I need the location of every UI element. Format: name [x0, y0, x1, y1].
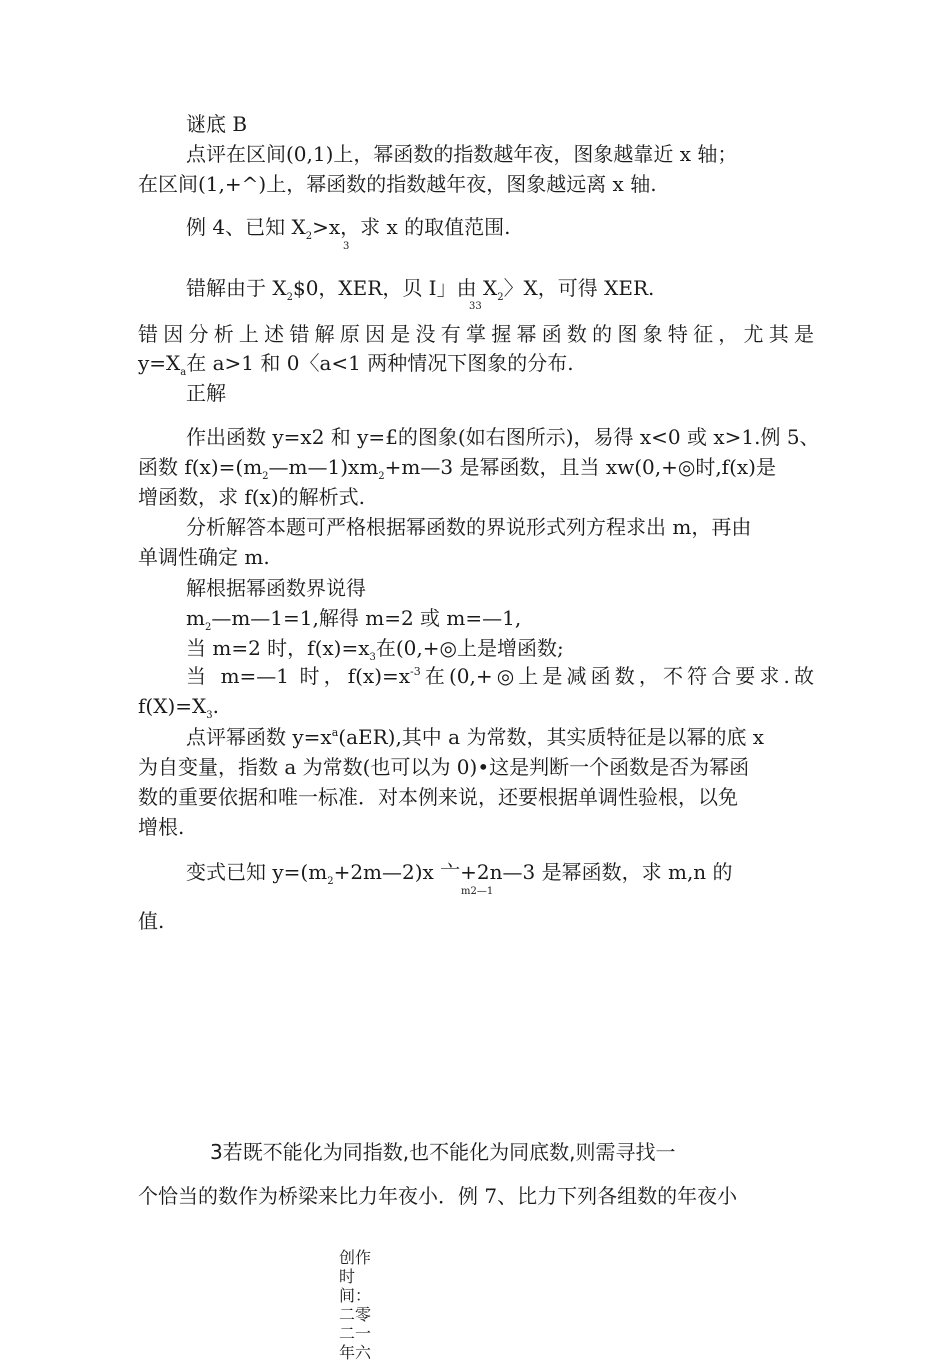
analysis-line-2: 单调性确定 m.: [138, 545, 270, 569]
error-analysis-line-2: $y=X_a$在 a>1 和 0〈a<1 两种情况下图象的分布.: [138, 351, 574, 378]
comment-2-line-4: 增根.: [138, 815, 185, 839]
analysis-line-1: 分析解答本题可严格根据幂函数的界说形式列方程求出 m，再由: [186, 515, 752, 539]
comment-2-line-2: 为自变量，指数 a 为常数(也可以为 0)•这是判断一个函数是否为幂函: [138, 755, 750, 779]
creation-time-note: 创作时间：二零二一年六: [339, 1248, 372, 1362]
case-m-neg1-line: 当 m=—1 时，$f(x)=x^{-3}$在(0,+◎上是减函数，不符合要求.故: [186, 664, 814, 688]
variant-line: 变式已知 $y=(m_2+2m—2)x$ 亠+2n—3 是幂函数，求 m,n 的: [186, 860, 733, 887]
comment-2-line-1: 点评幂函数 $y=x^a(aER)$,其中 a 为常数，其实质特征是以幂的底 x: [186, 725, 765, 749]
error-analysis-line-1: 错因分析上述错解原因是没有掌握幂函数的图象特征，尤其是: [138, 322, 814, 346]
variant-footnote: m2—1: [461, 886, 494, 897]
equation-line: $m_2—m—1=1$,解得 m=2 或 m=—1,: [186, 606, 522, 633]
solution-heading: 解根据幂函数界说得: [186, 576, 366, 600]
bridge-method-line-1: 3若既不能化为同指数,也不能化为同底数,则需寻找一: [210, 1140, 676, 1164]
case-m2-line: 当 m=2 时，$f(x)=x_3$在(0,+◎上是增函数;: [186, 636, 564, 663]
example-4-footnote: 3: [343, 241, 350, 252]
example-5-line-1: 函数 $f(x)=(m_2—m—1)xm_2+m—3$ 是幂函数，且当 xw(0,+◎时,f(x)是: [138, 455, 776, 482]
correct-solution-heading: 正解: [186, 381, 226, 405]
example-4-line: 例 4、已知 $X_2>x$，求 x 的取值范围.: [186, 215, 511, 242]
wrong-solution-line: 错解由于 $X_2\$0$，XER，贝 I」由 $X_2$〉X，可得 XER.: [186, 276, 655, 303]
wrong-solution-footnote: 33: [469, 301, 482, 312]
conclusion-line: $f(X)=X_3$.: [138, 694, 219, 721]
solution-line: 作出函数 y=x2 和 y=£的图象(如右图所示)，易得 x<0 或 x>1.例 5、: [186, 425, 820, 449]
comment-line-1: 点评在区间(0,1)上，幂函数的指数越年夜，图象越靠近 x 轴；: [186, 142, 738, 166]
comment-line-2: 在区间(1,+^)上，幂函数的指数越年夜，图象越远离 x 轴.: [138, 172, 657, 196]
example-5-line-2: 增函数，求 f(x)的解析式.: [138, 485, 366, 509]
answer-line: 谜底 B: [186, 112, 248, 136]
comment-2-line-3: 数的重要依据和唯一标准．对本例来说，还要根据单调性验根，以免: [138, 785, 738, 809]
bridge-method-line-2: 个恰当的数作为桥梁来比力年夜小．例 7、比力下列各组数的年夜小: [138, 1184, 738, 1208]
variant-end-line: 值.: [138, 909, 165, 933]
